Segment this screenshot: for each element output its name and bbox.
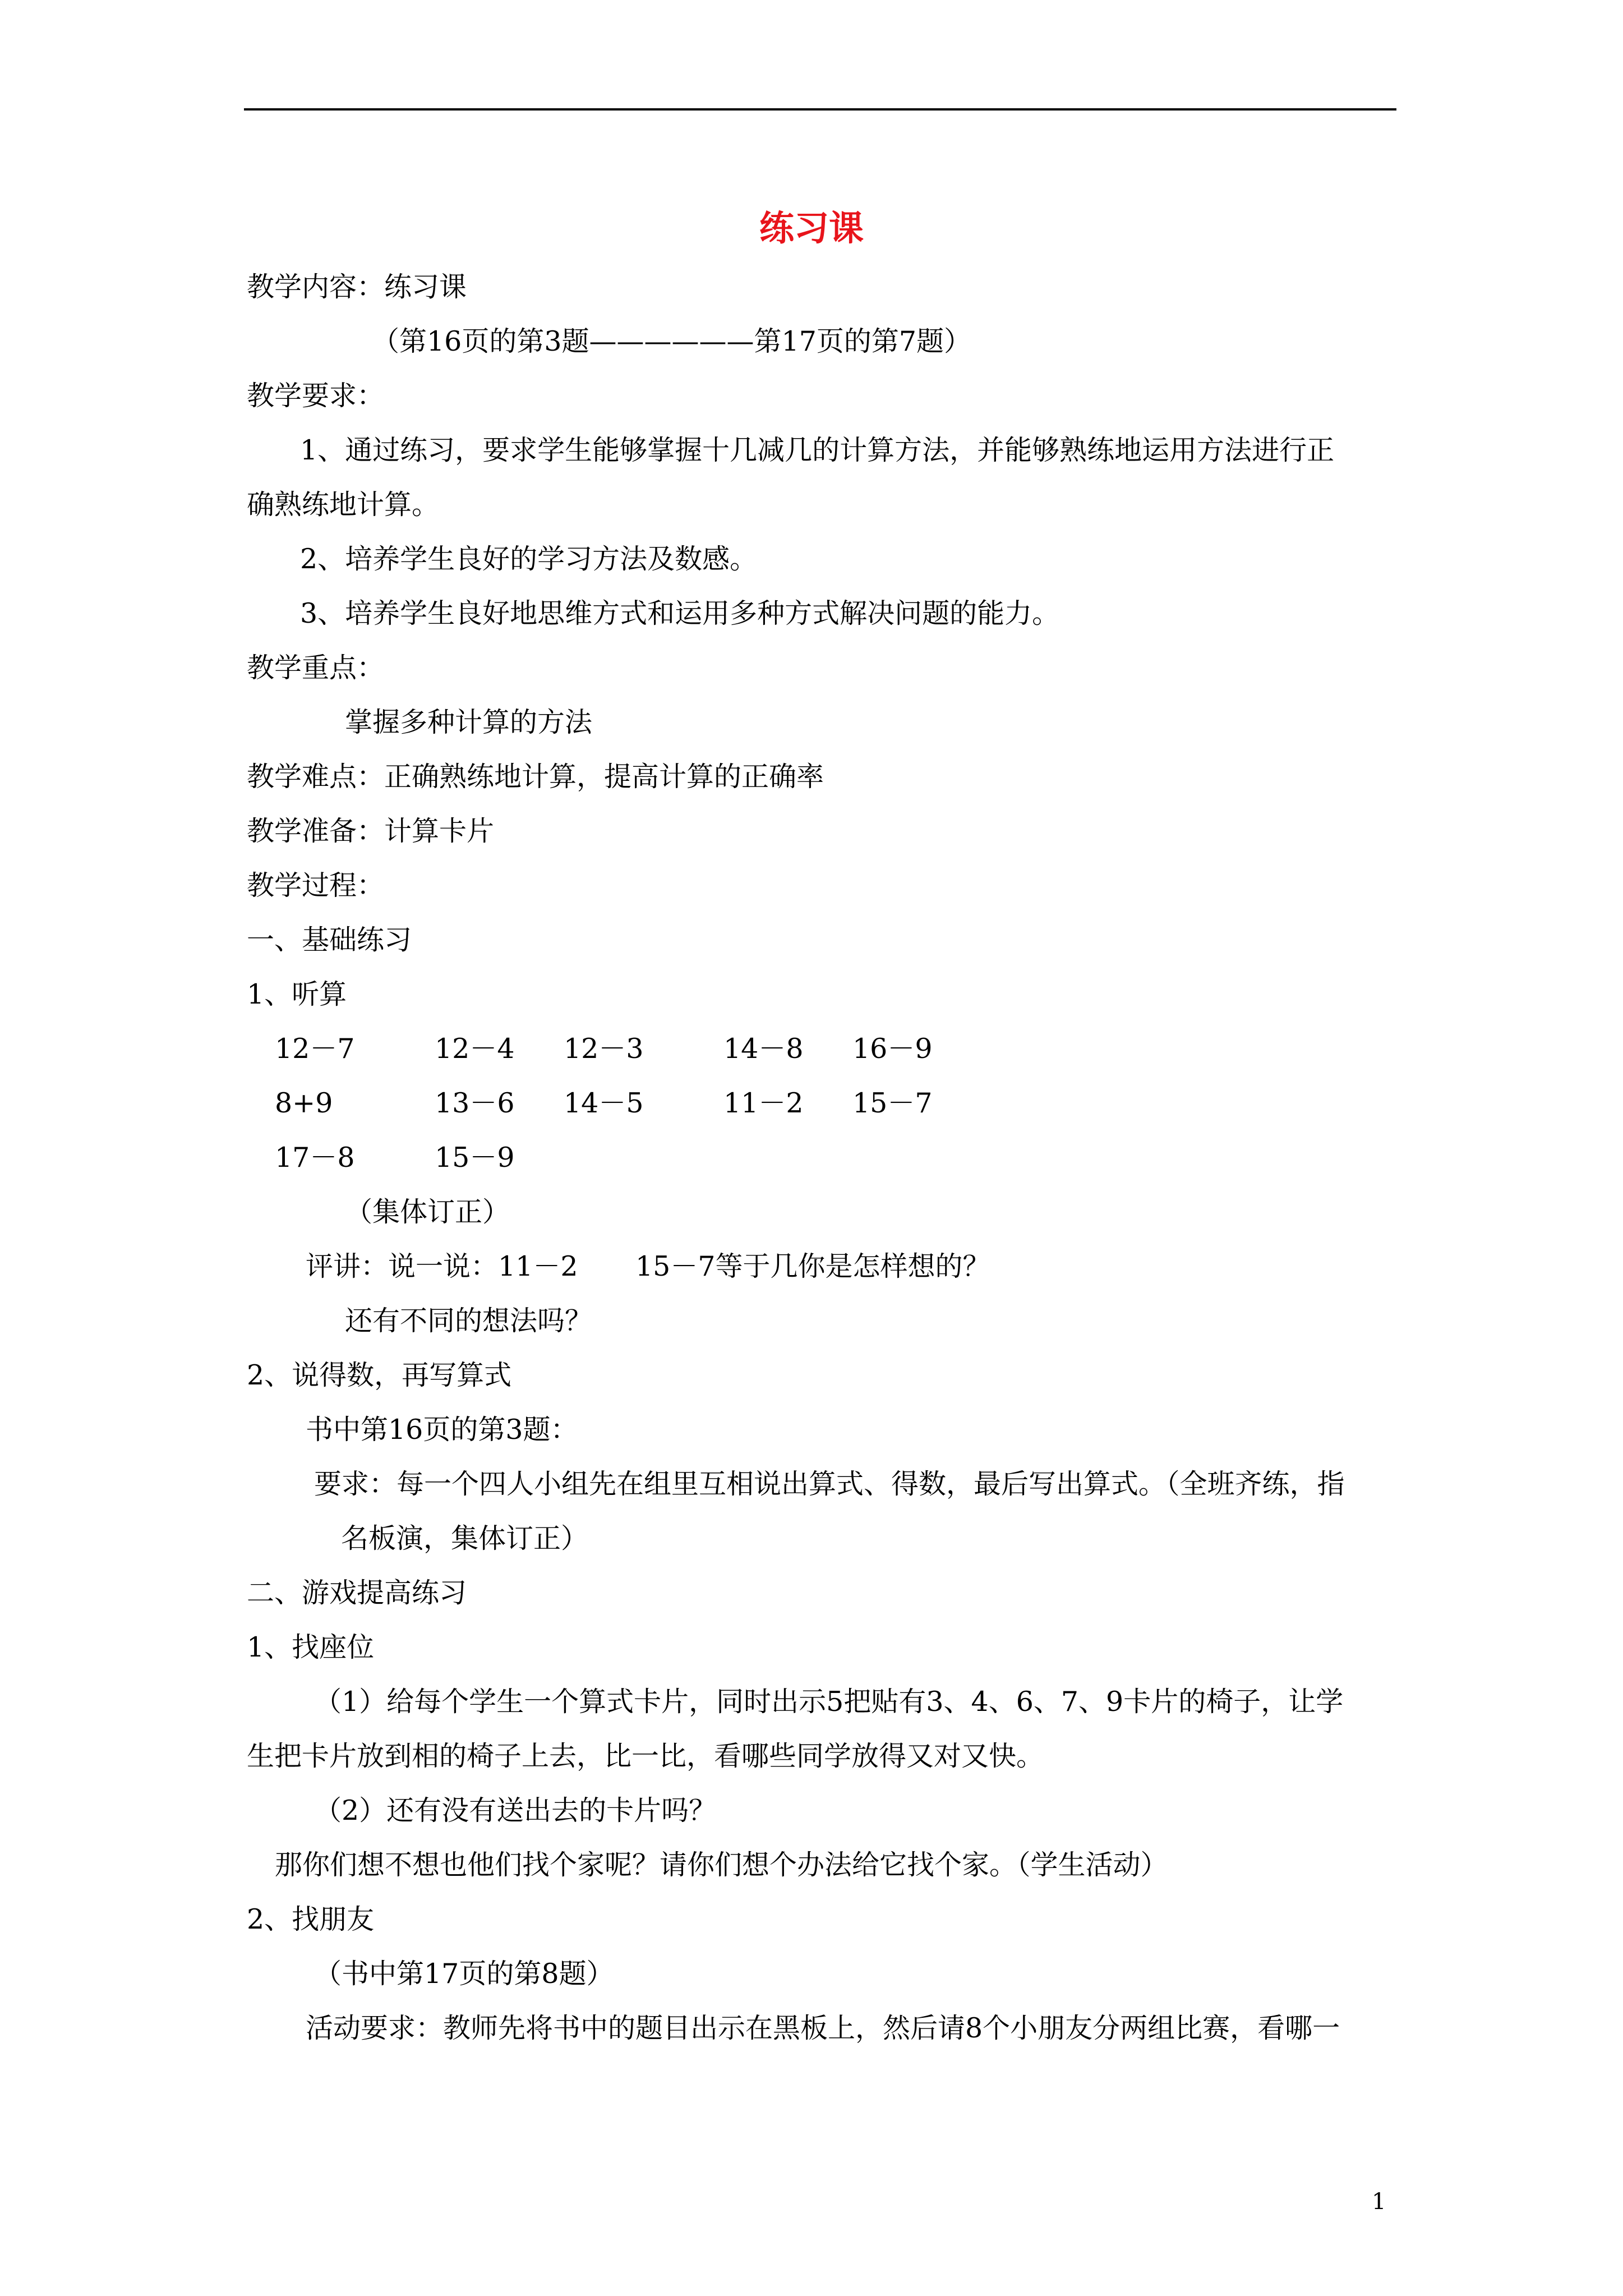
find-seat-heading: 1、找座位 <box>247 1631 375 1663</box>
find-friend-book-reference: （书中第17页的第8题） <box>314 1958 614 1990</box>
calc-item: 15－7 <box>852 1087 933 1119</box>
section-1-heading: 一、基础练习 <box>247 924 412 956</box>
page-number: 1 <box>1372 2189 1386 2215</box>
requirements-label: 教学要求： <box>247 380 385 412</box>
page-title: 练习课 <box>759 208 864 249</box>
calc-item: 12－4 <box>435 1033 515 1065</box>
section-2-heading: 二、游戏提高练习 <box>247 1577 467 1609</box>
activity-requirement: 活动要求：教师先将书中的题目出示在黑板上，然后请8个小朋友分两组比赛，看哪一 <box>306 2012 1340 2044</box>
find-seat-step-1: （1）给每个学生一个算式卡片，同时出示5把贴有3、4、6、7、9卡片的椅子，让学 <box>314 1686 1344 1718</box>
calc-item: 14－5 <box>564 1087 644 1119</box>
comment-question: 15－7等于几你是怎样想的？ <box>635 1250 990 1282</box>
group-requirement: 要求：每一个四人小组先在组里互相说出算式、得数，最后写出算式。（全班齐练，指 <box>314 1468 1345 1500</box>
find-friend-heading: 2、找朋友 <box>247 1903 375 1935</box>
preparation: 教学准备：计算卡片 <box>247 815 495 847</box>
group-correction: （集体订正） <box>345 1196 510 1228</box>
requirement-1: 1、通过练习，要求学生能够掌握十几减几的计算方法，并能够熟练地运用方法进行正 <box>300 434 1335 466</box>
book-reference: 书中第16页的第3题： <box>306 1414 578 1446</box>
key-points-label: 教学重点： <box>247 652 385 684</box>
calc-item: 8+9 <box>275 1087 333 1119</box>
calc-item: 13－6 <box>435 1087 515 1119</box>
find-seat-prompt: 那你们想不想也他们找个家呢？请你们想个办法给它找个家。（学生活动） <box>275 1849 1168 1881</box>
requirement-1-cont: 确熟练地计算。 <box>247 489 440 521</box>
requirement-3: 3、培养学生良好地思维方式和运用多种方式解决问题的能力。 <box>300 597 1060 629</box>
header-rule <box>244 108 1396 111</box>
calc-item: 12－7 <box>275 1033 355 1065</box>
find-seat-step-2: （2）还有没有送出去的卡片吗？ <box>314 1795 717 1826</box>
content-label: 教学内容：练习课 <box>247 271 467 303</box>
find-seat-step-1-cont: 生把卡片放到相的椅子上去，比一比，看哪些同学放得又对又快。 <box>247 1740 1044 1772</box>
comment-followup: 还有不同的想法吗？ <box>345 1305 593 1337</box>
key-points-text: 掌握多种计算的方法 <box>345 706 593 738</box>
requirement-2: 2、培养学生良好的学习方法及数感。 <box>300 543 758 575</box>
calc-item: 14－8 <box>723 1033 804 1065</box>
content-range: （第16页的第3题——————第17页的第7题） <box>372 325 972 357</box>
listening-calc-heading: 1、听算 <box>247 978 347 1010</box>
difficulty: 教学难点：正确熟练地计算，提高计算的正确率 <box>247 761 824 793</box>
process-label: 教学过程： <box>247 869 385 901</box>
comment-label: 评讲：说一说：11－2 <box>306 1250 578 1282</box>
calc-item: 15－9 <box>435 1142 515 1174</box>
say-result-heading: 2、说得数，再写算式 <box>247 1359 512 1391</box>
calc-item: 16－9 <box>852 1033 933 1065</box>
calc-item: 17－8 <box>275 1142 355 1174</box>
calc-item: 12－3 <box>564 1033 644 1065</box>
group-requirement-cont: 名板演，集体订正） <box>341 1522 589 1554</box>
calc-item: 11－2 <box>723 1087 804 1119</box>
